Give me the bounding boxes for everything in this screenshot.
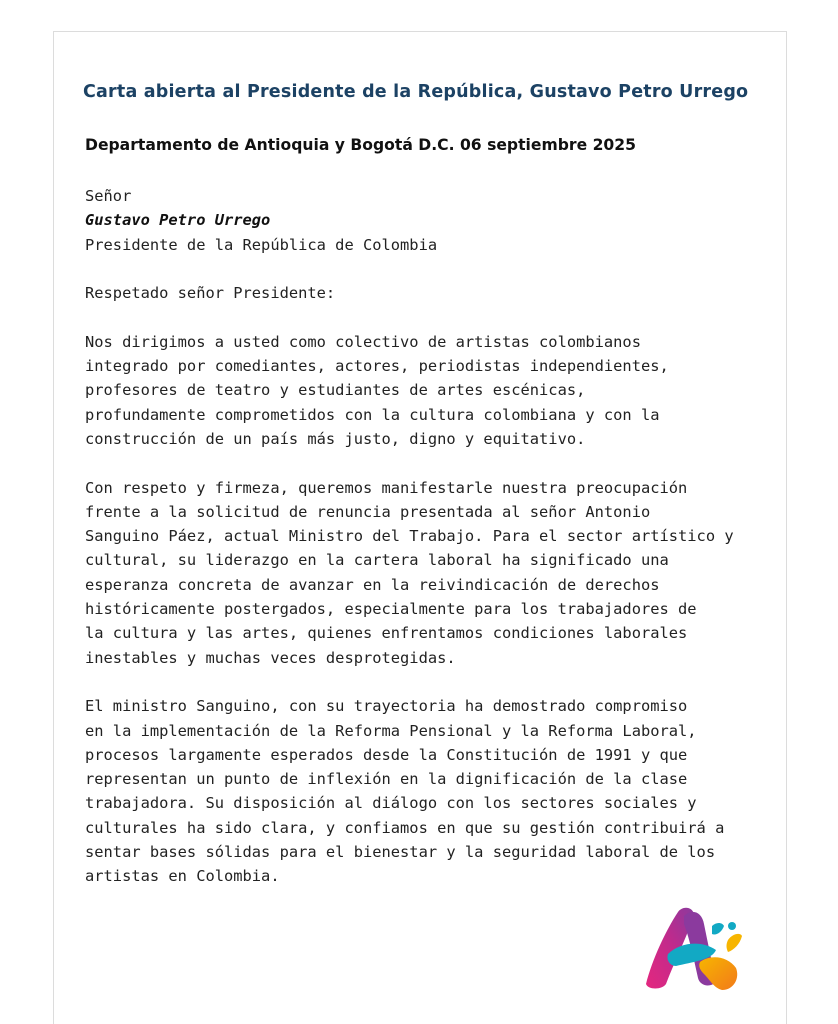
salutation-prefix: Señor [85,187,132,205]
paragraph-1: Nos dirigimos a usted como colectivo de artistas colombianos integrado por comediantes, actores, periodistas independientes, profesores de teatro y estudiantes de artes escénicas, profundamente comprometidos con la cultura colombiana y con la construcción de un país más justo, digno y equitativo. [85,332,669,448]
paragraph-3: El ministro Sanguino, con su trayectoria ha demostrado compromiso en la implementación de la Reforma Pensional y la Reforma Laboral, procesos largamente esperados desde la Constitución de 1991 y que representan un punto de inflexión en la dignificación de la clase trabajadora. Su disposición al diálogo con los sectores sociales y culturales ha sido clara, y confiamos en que su gestión contribuirá a sentar bases sólidas para el bienestar y la seguridad laboral de los artistas en Colombia. [85,697,725,886]
letter-page [53,31,787,1024]
recipient-name: Gustavo Petro Urrego [85,211,271,230]
letter-title: Carta abierta al Presidente de la República, Gustavo Petro Urrego [83,82,749,102]
recipient-role: Presidente de la República de Colombia [85,235,438,254]
letter-dateline: Departamento de Antioquia y Bogotá D.C. 06 septiembre 2025 [85,136,636,154]
letter-a-splash-logo-icon [640,900,746,992]
greeting: Respetado señor Presidente: [85,284,336,303]
letter-body [85,184,780,889]
paragraph-2: Con respeto y firmeza, queremos manifestarle nuestra preocupación frente a la solicitud de renuncia presentada al señor Antonio Sanguino Páez, actual Ministro del Trabajo. Para el sector artístico y cultural, su liderazgo en la cartera laboral ha significado una esperanza concreta de avanzar en la reivindicación de derechos históricamente postergados, especialmente para los trabajadores de la cultura y las artes, quienes enfrentamos condiciones laborales inestables y muchas veces desprotegidas. [85,478,734,667]
